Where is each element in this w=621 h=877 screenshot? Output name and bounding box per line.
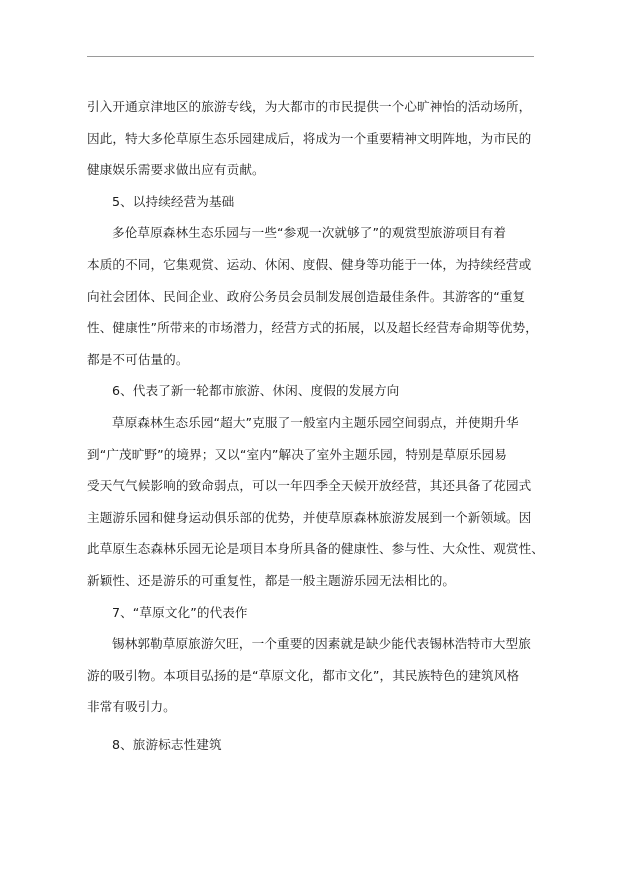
text-line: 本质的不同，它集观赏、运动、休闲、度假、健身等功能于一体，为持续经营或 [87, 256, 532, 272]
paragraph-section-5 [87, 217, 543, 375]
text-line: 游的吸引物。本项目弘扬的是“草原文化，都市文化”，其民族特色的建筑风格 [87, 667, 520, 683]
section-heading-8: 8、旅游标志性建筑 [112, 736, 222, 752]
text-line: 都是不可估量的。 [87, 351, 189, 367]
paragraph-intro [87, 91, 543, 186]
text-line: 因此，特大多伦草原生态乐园建成后，将成为一个重要精神文明阵地，为市民的 [87, 130, 532, 146]
text-line: 健康娱乐需要求做出应有贡献。 [87, 162, 265, 178]
section-heading-7: 7、“草原文化”的代表作 [112, 604, 248, 620]
document-body [87, 91, 543, 760]
text-line: 新颖性、还是游乐的可重复性，都是一般主题游乐园无法相比的。 [87, 572, 456, 588]
text-line: 此草原生态森林乐园无论是项目本身所具备的健康性、参与性、大众性、观赏性、 [87, 541, 544, 557]
text-line: 草原森林生态乐园“超大”克服了一般室内主题乐园空间弱点，并使期升华 [112, 414, 519, 430]
text-line: 引入开通京津地区的旅游专线，为大都市的市民提供一个心旷神怡的活动场所， [87, 99, 532, 114]
section-heading-6: 6、代表了新一轮都市旅游、休闲、度假的发展方向 [112, 383, 400, 399]
text-line: 锡林郭勒草原旅游欠旺，一个重要的因素就是缺少能代表锡林浩特市大型旅 [112, 636, 531, 652]
paragraph-section-7 [87, 628, 543, 723]
paragraph-section-6 [87, 407, 543, 597]
text-line: 非常有吸引力。 [87, 699, 176, 715]
text-line: 主题游乐园和健身运动俱乐部的优势，并使草原森林旅游发展到一个新领域。因 [87, 509, 532, 525]
text-line: 到“广茂旷野”的境界；又以“室内”解决了室外主题乐园，特别是草原乐园易 [87, 446, 508, 462]
text-line: 多伦草原森林生态乐园与一些“参观一次就够了”的观赏型旅游项目有着 [112, 225, 507, 241]
header-rule [87, 56, 534, 57]
text-line: 性、健康性”所带来的市场潜力，经营方式的拓展，以及超长经营寿命期等优势， [87, 320, 538, 336]
section-heading-5: 5、以持续经营为基础 [112, 193, 235, 209]
text-line: 向社会团体、民间企业、政府公务员会员制发展创造最佳条件。其游客的“重复 [87, 288, 526, 304]
text-line: 受天气气候影响的致命弱点，可以一年四季全天候开放经营，其还具备了花园式 [87, 478, 532, 494]
